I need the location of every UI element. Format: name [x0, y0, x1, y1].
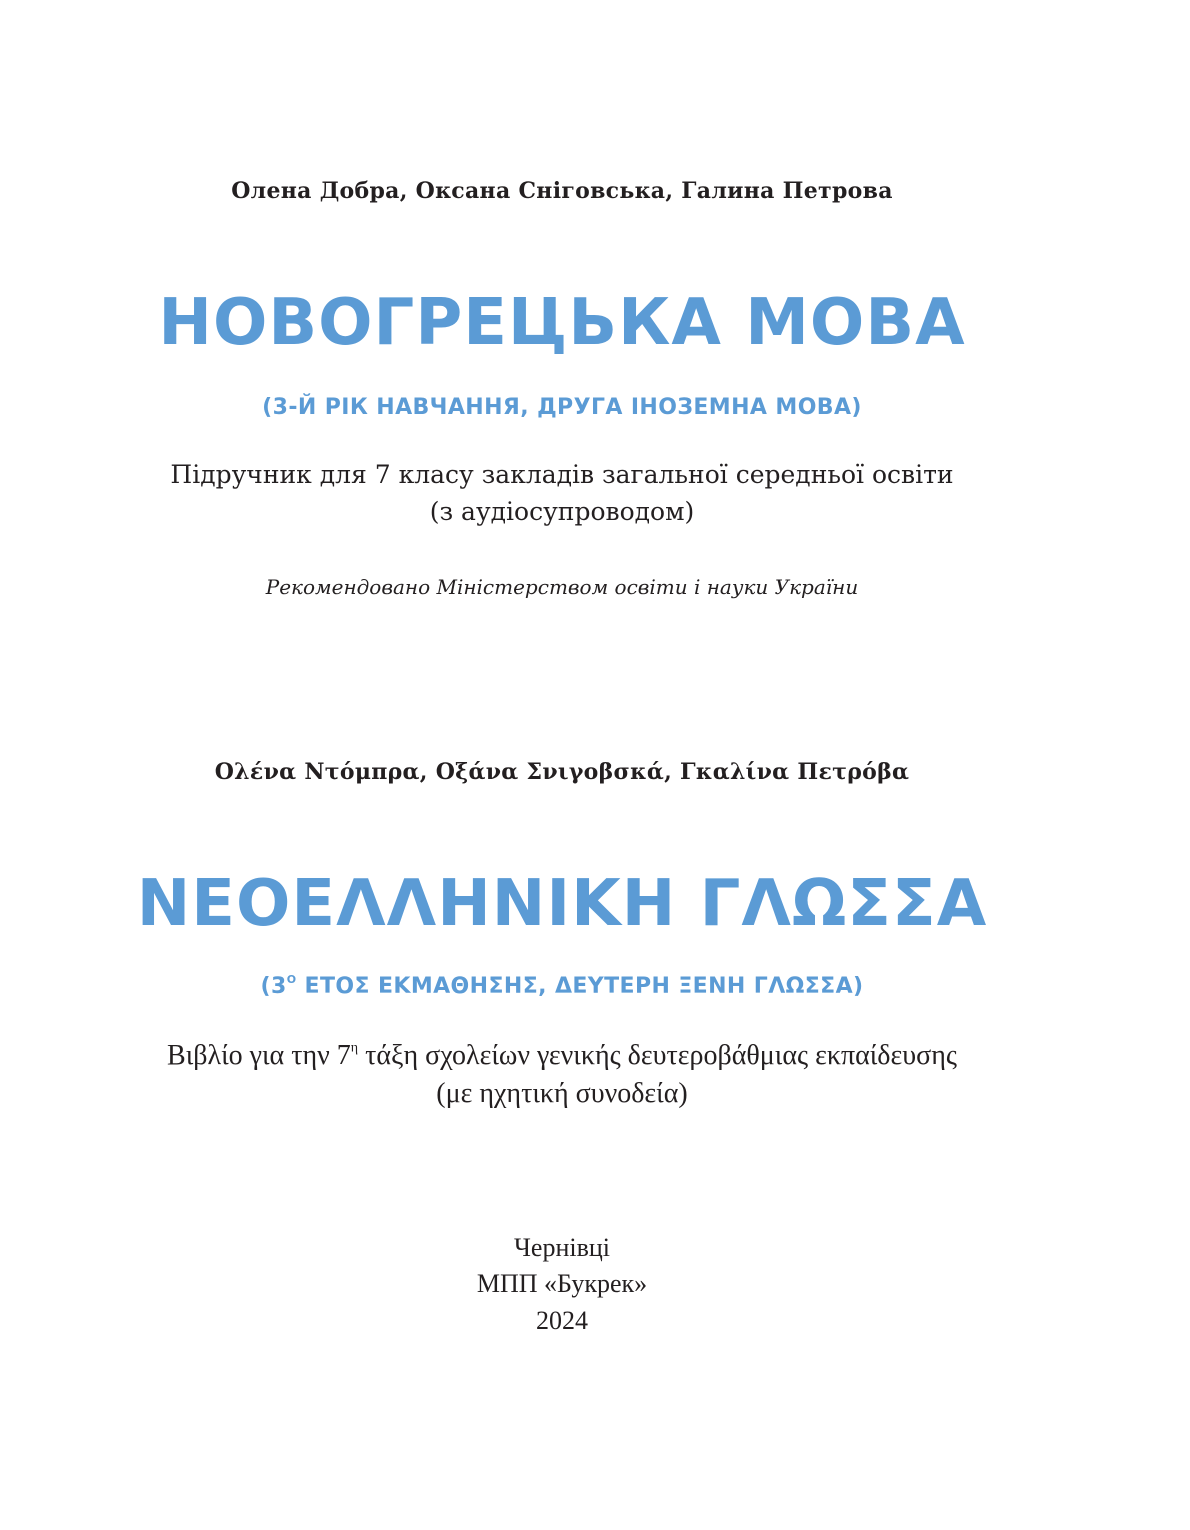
greek-description-pre: Βιβλίο για την 7	[167, 1040, 351, 1071]
greek-subtitle-rest: ΕΤΟΣ ΕΚΜΑΘΗΣΗΣ, ΔΕΥΤΕΡΗ ΞΕΝΗ ΓΛΩΣΣΑ)	[296, 974, 864, 999]
ukrainian-description-line1: Підручник для 7 класу закладів загальної середньої освіти	[170, 460, 954, 489]
greek-subtitle-superscript: Ο	[286, 973, 297, 987]
ukrainian-title: НОВОГРЕЦЬКА МОВА	[158, 286, 966, 360]
greek-subtitle-number: 3	[270, 974, 287, 999]
ukrainian-authors: Олена Добра, Оксана Сніговська, Галина Петрова	[231, 178, 893, 204]
greek-description-line2: (με ηχητική συνοδεία)	[436, 1078, 688, 1109]
imprint-year: 2024	[536, 1306, 588, 1335]
ukrainian-description-line2: (з аудіосупроводом)	[429, 497, 695, 526]
greek-title: ΝΕΟΕΛΛΗΝΙΚΗ ΓΛΩΣΣΑ	[136, 867, 988, 941]
greek-description-superscript: η	[350, 1040, 359, 1056]
greek-subtitle: ($3^O$ ΕΤΟΣ ΕΚΜΑΘΗΣΗΣ, ΔΕΥΤΕΡΗ ΞΕΝΗ ΓΛΩΣΣΑ)	[260, 973, 864, 999]
greek-description-line1	[0, 1040, 1124, 1072]
imprint-city: Чернівці	[514, 1233, 610, 1262]
greek-description-post: τάξη σχολείων γενικής δευτεροβάθμιας εκπαίδευσης	[358, 1040, 957, 1071]
greek-authors: Ολένα Ντόμπρα, Οξάνα Σνιγοβσκά, Γκαλίνα Πετρόβα	[214, 759, 910, 785]
imprint-publisher: МПП «Букрек»	[476, 1269, 648, 1298]
recommendation-note: Рекомендовано Міністерством освіти і науки України	[265, 575, 859, 599]
ukrainian-subtitle: (3-Й РІК НАВЧАННЯ, ДРУГА ІНОЗЕМНА МОВА)	[262, 395, 862, 420]
